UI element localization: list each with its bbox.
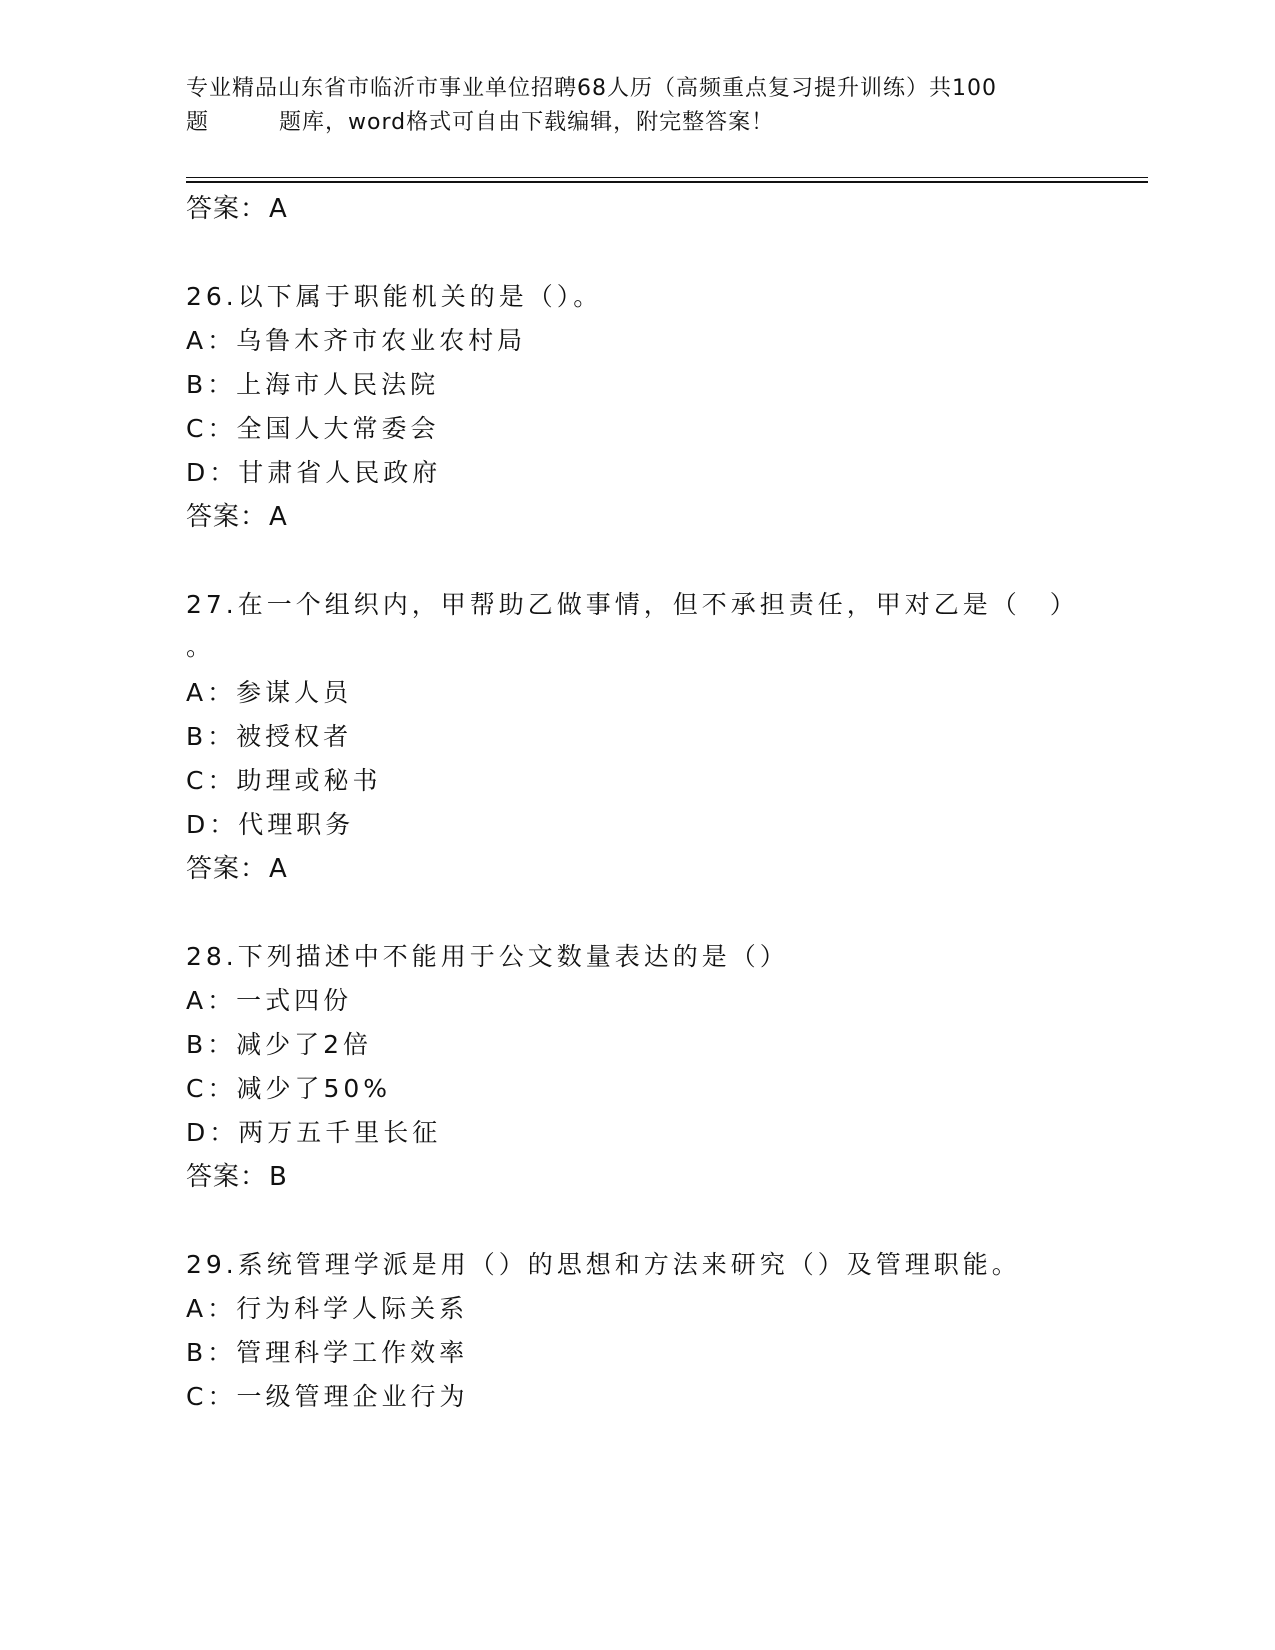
answer-label: 答案： bbox=[186, 854, 268, 884]
question-26-answer bbox=[186, 500, 288, 534]
question-26-option-b: B：上海市人民法院 bbox=[186, 370, 440, 399]
answer-value: A bbox=[269, 502, 288, 532]
question-28-stem: 28.下列描述中不能用于公文数量表达的是（） bbox=[186, 942, 789, 971]
question-26-option-c: C：全国人大常委会 bbox=[186, 414, 440, 443]
question-26-stem: 26.以下属于职能机关的是（）。 bbox=[186, 282, 603, 311]
header-title-line-2-tail: 题库，word格式可自由下载编辑，附完整答案！ bbox=[279, 110, 775, 135]
question-28-option-b: B：减少了2倍 bbox=[186, 1030, 373, 1059]
question-28-option-a: A：一式四份 bbox=[186, 986, 353, 1015]
question-27-option-d: D：代理职务 bbox=[186, 810, 355, 839]
question-29-option-a: A：行为科学人际关系 bbox=[186, 1294, 469, 1323]
answer-value: A bbox=[269, 854, 288, 884]
document-header bbox=[186, 72, 1086, 140]
question-28-option-c: C：减少了50% bbox=[186, 1074, 392, 1103]
question-29-stem: 29.系统管理学派是用（）的思想和方法来研究（）及管理职能。 bbox=[186, 1250, 1021, 1279]
question-27-answer bbox=[186, 852, 288, 886]
question-26-option-a: A：乌鲁木齐市农业农村局 bbox=[186, 326, 527, 355]
answer-label: 答案： bbox=[186, 502, 268, 532]
answer-label: 答案： bbox=[186, 194, 268, 224]
question-26-option-d: D：甘肃省人民政府 bbox=[186, 458, 442, 487]
question-28-option-d: D：两万五千里长征 bbox=[186, 1118, 442, 1147]
question-29-option-c: C：一级管理企业行为 bbox=[186, 1382, 469, 1411]
question-27-option-b: B：被授权者 bbox=[186, 722, 353, 751]
header-title-line-2-head: 题 bbox=[186, 110, 210, 135]
question-27-option-c: C：助理或秘书 bbox=[186, 766, 382, 795]
question-27-option-a: A：参谋人员 bbox=[186, 678, 353, 707]
header-title-line-1: 专业精品山东省市临沂市事业单位招聘68人历（高频重点复习提升训练）共100 bbox=[186, 76, 997, 101]
question-28-answer bbox=[186, 1160, 288, 1194]
header-divider-thin bbox=[186, 177, 1148, 178]
answer-value: A bbox=[269, 194, 288, 224]
question-29-option-b: B：管理科学工作效率 bbox=[186, 1338, 469, 1367]
header-divider-thick bbox=[186, 181, 1148, 183]
answer-value: B bbox=[269, 1162, 288, 1192]
question-27-stem: 27.在一个组织内，甲帮助乙做事情，但不承担责任，甲对乙是（ ） bbox=[186, 590, 1079, 619]
question-27-stem-continuation: 。 bbox=[186, 632, 216, 661]
previous-answer bbox=[186, 192, 288, 226]
header-title-line-2 bbox=[186, 106, 1086, 140]
answer-label: 答案： bbox=[186, 1162, 268, 1192]
